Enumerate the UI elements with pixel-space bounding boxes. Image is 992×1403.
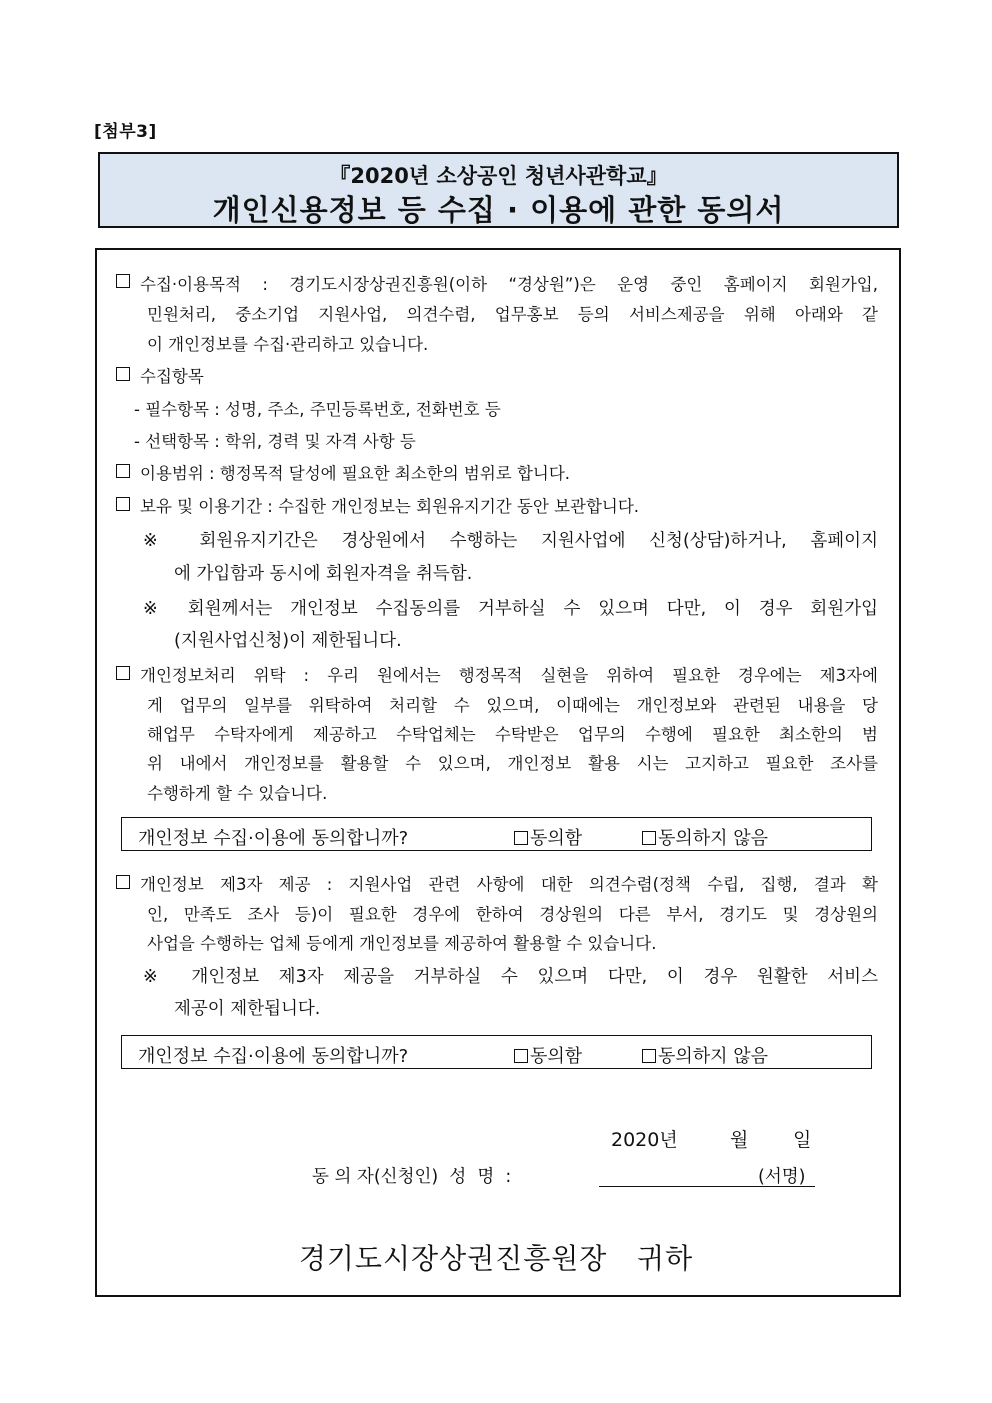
outsourcing-line-4: 위 내에서 개인정보를 활용할 수 있으며, 개인정보 활용 시는 고지하고 필요한 조사를	[147, 754, 878, 773]
disagree-option[interactable]	[642, 1042, 768, 1068]
note3-line-2: 제공이 제한됩니다.	[174, 999, 321, 1019]
items-heading: 수집항목	[140, 367, 204, 386]
date-year: 2020년	[611, 1129, 678, 1151]
attachment-label: [첨부3]	[94, 122, 157, 142]
outsourcing-line-3: 해업무 수탁자에게 제공하고 수탁업체는 수탁받은 업무의 수행에 필요한 최소한의 범	[147, 725, 878, 744]
purpose-line-2: 민원처리, 중소기업 지원사업, 의견수렴, 업무홍보 등의 서비스제공을 위해 아래와 같	[147, 305, 878, 324]
agree-label: 동의함	[530, 1046, 583, 1067]
outsourcing-checkbox[interactable]	[116, 664, 138, 683]
checkbox-icon	[116, 464, 130, 478]
consent-box-third-party	[121, 1035, 872, 1069]
note1-line-1: ※ 회원유지기간은 경상원에서 수행하는 지원사업에 신청(상담)하거나, 홈페이지	[143, 531, 878, 551]
third-party-line-1: 개인정보 제3자 제공 : 지원사업 관련 사항에 대한 의견수렴(정책 수립, 집행, 결과 확	[140, 875, 878, 894]
usage-scope: 이용범위 : 행정목적 달성에 필요한 최소한의 범위로 합니다.	[140, 464, 571, 483]
scope-checkbox[interactable]	[116, 462, 138, 481]
outsourcing-line-5: 수행하게 할 수 있습니다.	[147, 784, 328, 803]
checkbox-icon[interactable]	[642, 1049, 656, 1063]
agree-label: 동의함	[530, 828, 583, 849]
agree-option[interactable]	[514, 824, 582, 850]
signature-mark: (서명)	[758, 1167, 806, 1187]
consenter-label: 동 의 자(신청인) 성 명 :	[312, 1167, 512, 1187]
date-month: 월	[730, 1129, 749, 1151]
purpose-line-1: 수집·이용목적 : 경기도시장상권진흥원(이하 “경상원”)은 운영 중인 홈페이지 회원가입,	[140, 275, 878, 294]
retention-checkbox[interactable]	[116, 495, 138, 514]
date-day: 일	[793, 1129, 812, 1151]
checkbox-icon	[116, 875, 130, 889]
addressee	[0, 1237, 992, 1277]
checkbox-icon[interactable]	[514, 1049, 528, 1063]
consent-question: 개인정보 수집·이용에 동의합니까?	[138, 1046, 409, 1067]
consent-question: 개인정보 수집·이용에 동의합니까?	[138, 828, 409, 849]
outsourcing-line-2: 게 업무의 일부를 위탁하여 처리할 수 있으며, 이때에는 개인정보와 관련된 내용을 당	[147, 696, 878, 715]
outsourcing-line-1: 개인정보처리 위탁 : 우리 원에서는 행정목적 실현을 위하여 필요한 경우에는 제3자에	[140, 666, 878, 685]
purpose-line-3: 이 개인정보를 수집·관리하고 있습니다.	[147, 335, 429, 354]
checkbox-icon	[116, 274, 130, 288]
third-party-line-2: 인, 만족도 조사 등)이 필요한 경우에 한하여 경상원의 다른 부서, 경기도 및 경상원의	[147, 905, 878, 924]
note1-line-2: 에 가입함과 동시에 회원자격을 취득함.	[174, 564, 473, 584]
disagree-option[interactable]	[642, 824, 768, 850]
items-checkbox[interactable]	[116, 365, 138, 384]
note3-line-1: ※ 개인정보 제3자 제공을 거부하실 수 있으며 다만, 이 경우 원활한 서비스	[143, 967, 878, 987]
third-party-line-3: 사업을 수행하는 업체 등에게 개인정보를 제공하여 활용할 수 있습니다.	[147, 934, 657, 953]
checkbox-icon	[116, 666, 130, 680]
checkbox-icon	[116, 497, 130, 511]
required-items: - 필수항목 : 성명, 주소, 주민등록번호, 전화번호 등	[134, 400, 501, 419]
agree-option[interactable]	[514, 1042, 582, 1068]
purpose-checkbox[interactable]	[116, 272, 138, 291]
document-title: 개인신용정보 등 수집 · 이용에 관한 동의서	[212, 193, 785, 227]
retention-period: 보유 및 이용기간 : 수집한 개인정보는 회원유지기간 동안 보관합니다.	[140, 497, 640, 516]
checkbox-icon	[116, 367, 130, 381]
note2-line-1: ※ 회원께서는 개인정보 수집동의를 거부하실 수 있으며 다만, 이 경우 회원가입	[143, 599, 878, 619]
optional-items: - 선택항목 : 학위, 경력 및 자격 사항 등	[134, 432, 416, 451]
consent-box-collection	[121, 817, 872, 851]
note2-line-2: (지원사업신청)이 제한됩니다.	[174, 631, 402, 651]
addressee-text: 경기도시장상권진흥원장 귀하	[298, 1242, 694, 1275]
disagree-label: 동의하지 않음	[658, 1046, 769, 1067]
checkbox-icon[interactable]	[514, 831, 528, 845]
checkbox-icon[interactable]	[642, 831, 656, 845]
program-title: 『2020년 소상공인 청년사관학교』	[329, 164, 668, 188]
third-party-checkbox[interactable]	[116, 873, 138, 892]
disagree-label: 동의하지 않음	[658, 828, 769, 849]
title-box	[98, 152, 899, 228]
